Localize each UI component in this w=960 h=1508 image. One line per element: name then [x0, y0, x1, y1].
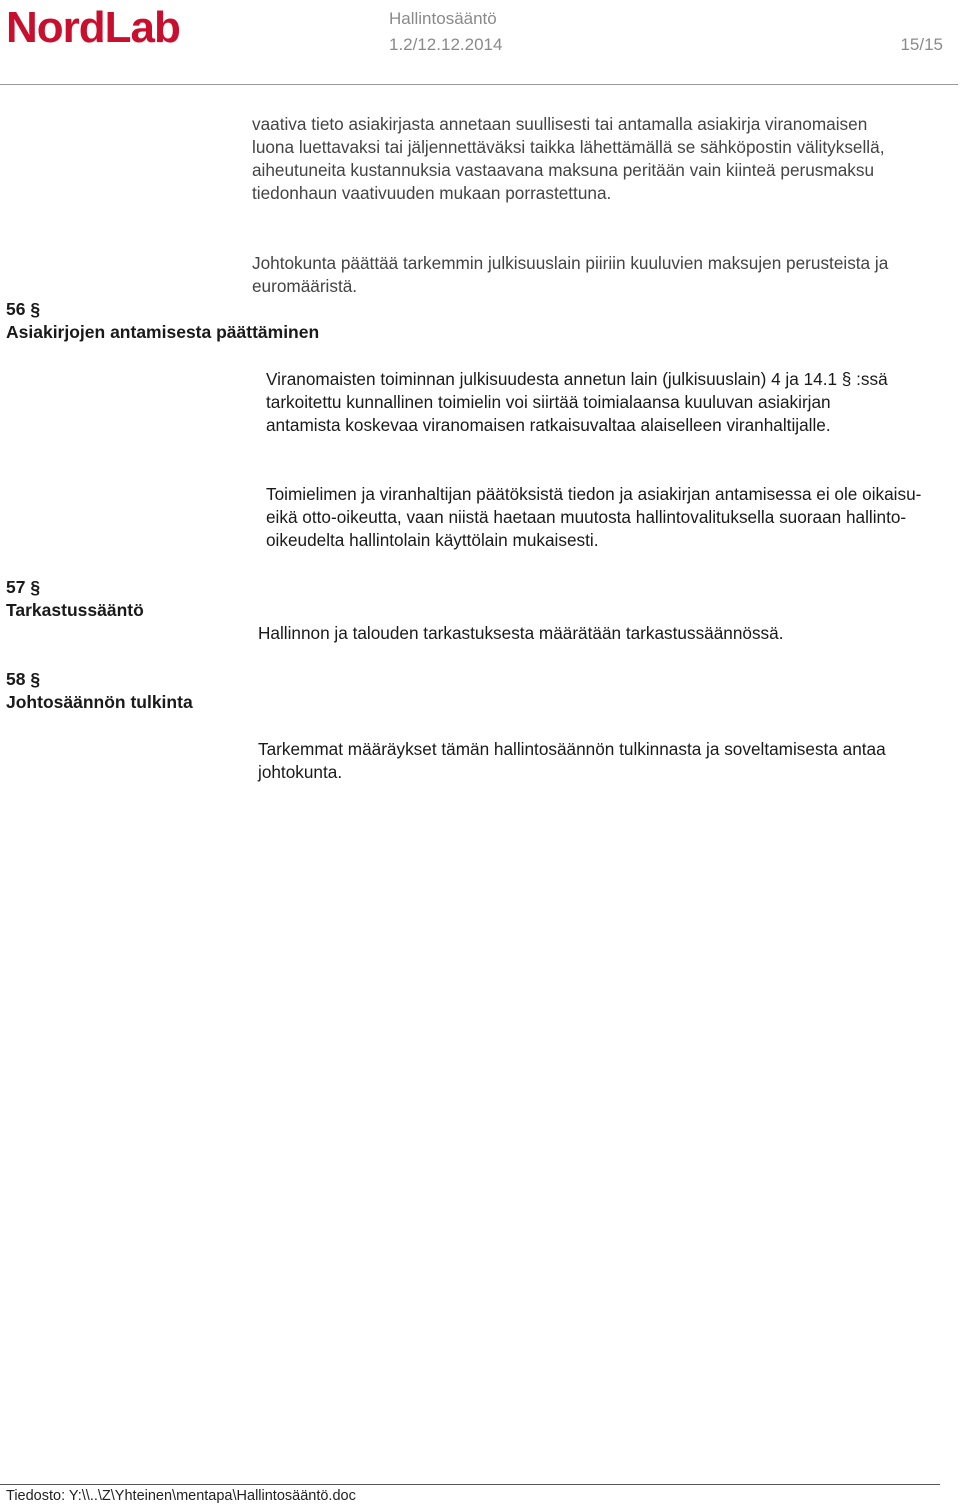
logo-text: NordLab	[6, 3, 180, 50]
section-56-heading	[6, 298, 319, 344]
footer-file-path: Tiedosto: Y:\\..\Z\Yhteinen\mentapa\Hallintosääntö.doc	[6, 1488, 356, 1504]
section-mark-icon: §	[30, 299, 41, 319]
section-58-paragraph: Tarkemmat määräykset tämän hallintosäännön tulkinnasta ja soveltamisesta antaa johtokunta.	[258, 739, 886, 782]
intro-paragraph: vaativa tieto asiakirjasta annetaan suullisesti tai antamalla asiakirja viranomaisen luona luettavaksi tai jäljennettäväksi taikka lähettämällä se sähköpostin välityksellä, aiheutuneita kustannuksia vastaavana maksuna peritään vain kiinteä perusmaksu tiedonhaun vaativuuden mukaan porrastettuna.	[252, 114, 885, 203]
section-57-number-line	[6, 576, 144, 599]
section-57-number: 57	[6, 577, 26, 597]
document-title: Hallintosääntö	[389, 9, 497, 28]
section-58-heading	[6, 668, 193, 714]
section-57-paragraph: Hallinnon ja talouden tarkastuksesta määrätään tarkastussäännössä.	[258, 623, 784, 643]
page-number: 15/15	[900, 35, 943, 54]
section-57-heading	[6, 576, 144, 622]
section-56-number: 56	[6, 299, 26, 319]
section-58-title: Johtosäännön tulkinta	[6, 692, 193, 712]
section-57-title: Tarkastussääntö	[6, 600, 144, 620]
footer-divider	[0, 1484, 940, 1485]
header-divider	[0, 84, 958, 85]
section-mark-icon: §	[30, 669, 41, 689]
section-56-number-line	[6, 298, 319, 321]
section-58-number-line	[6, 668, 193, 691]
section-56-title: Asiakirjojen antamisesta päättäminen	[6, 322, 320, 342]
section-mark-icon: §	[30, 577, 41, 597]
section-58-number: 58	[6, 669, 26, 689]
section-56-paragraph-2: Toimielimen ja viranhaltijan päätöksistä tiedon ja asiakirjan antamisessa ei ole oikaisu- eikä otto-oikeutta, vaan niistä haetaan muutosta hallintovalituksella suoraan hallinto-oikeudelta hallintolain käyttölain mukaisesti.	[266, 484, 922, 550]
johtokunta-paragraph: Johtokunta päättää tarkemmin julkisuuslain piiriin kuuluvien maksujen perusteista ja euromääristä.	[252, 253, 889, 296]
section-56-paragraph-1: Viranomaisten toiminnan julkisuudesta annetun lain (julkisuuslain) 4 ja 14.1 § :ssä tarkoitettu kunnallinen toimielin voi siirtää toimialaansa kuuluvan asiakirjan antamista koskevaa viranomaisen ratkaisuvaltaa alaiselleen viranhaltijalle.	[266, 369, 888, 435]
document-version: 1.2/12.12.2014	[389, 35, 503, 54]
nordlab-logo	[6, 2, 206, 50]
